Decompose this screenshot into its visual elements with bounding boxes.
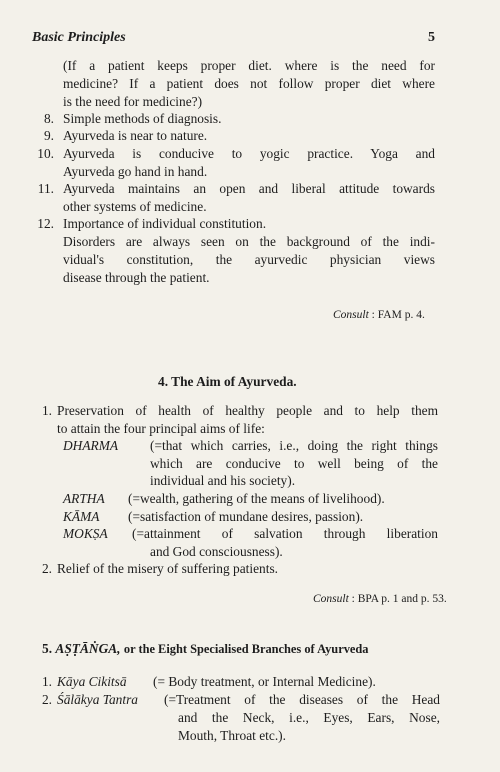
term-kama: KĀMA — [63, 509, 100, 524]
section-heading — [42, 641, 368, 657]
branch-term: Śālākya Tantra — [57, 692, 138, 707]
term-moksa: MOKṢA — [63, 526, 108, 541]
consult-reference — [313, 593, 447, 605]
page-number: 5 — [428, 30, 435, 45]
consult-ref: : BPA p. 1 and p. 53. — [351, 593, 447, 605]
heading-rest: or the Eight Specialised Branches of Ayurveda — [123, 642, 369, 656]
definition-line: which are conducive to well being of the — [150, 456, 438, 471]
continuation-line: is the need for medicine?) — [63, 94, 203, 109]
list-item: Disorders are always seen on the background of the indi- — [63, 234, 435, 249]
definition-line: individual and his society). — [150, 473, 296, 488]
heading-number: 5. — [42, 641, 53, 656]
consult-label: Consult — [333, 309, 369, 321]
list-number: 11. — [37, 181, 54, 196]
list-item: Ayurveda is conducive to yogic practice. Yoga and — [63, 146, 435, 161]
list-number: 2. — [41, 561, 52, 576]
list-item: Ayurveda maintains an open and liberal attitude towards — [63, 181, 435, 196]
definition-line: (=that which carries, i.e., doing the right things — [150, 438, 438, 453]
list-item: Ayurveda is near to nature. — [63, 128, 208, 143]
definition-line: (=Treatment of the diseases of the Head — [164, 692, 440, 707]
list-number: 9. — [43, 128, 54, 143]
list-item: Ayurveda go hand in hand. — [63, 164, 208, 179]
definition-line: Mouth, Throat etc.). — [178, 728, 286, 743]
definition-line: (=satisfaction of mundane desires, passion). — [128, 509, 364, 524]
definition-line: (= Body treatment, or Internal Medicine). — [153, 674, 376, 689]
list-item: disease through the patient. — [63, 270, 210, 285]
consult-ref: : FAM p. 4. — [371, 309, 425, 321]
continuation-line: medicine? If a patient does not follow proper diet where — [63, 76, 435, 91]
list-number: 10. — [37, 146, 54, 161]
list-number: 2. — [41, 692, 52, 707]
list-number: 1. — [41, 674, 52, 689]
consult-reference — [333, 309, 425, 321]
list-item: Preservation of health of healthy people and to help them — [57, 403, 438, 418]
list-item: vidual's constitution, the ayurvedic physician views — [63, 252, 435, 267]
list-item: Importance of individual constitution. — [63, 216, 267, 231]
definition-line: and the Neck, i.e., Eyes, Ears, Nose, — [178, 710, 440, 725]
term-dharma: DHARMA — [63, 438, 119, 453]
list-number: 12. — [37, 216, 54, 231]
definition-line: and God consciousness). — [150, 544, 283, 559]
consult-label: Consult — [313, 593, 349, 605]
list-item: Simple methods of diagnosis. — [63, 111, 222, 126]
list-number: 8. — [43, 111, 54, 126]
list-item: other systems of medicine. — [63, 199, 207, 214]
heading-term: AṢṬĀṄGA, — [55, 641, 121, 656]
definition-line: (=wealth, gathering of the means of livelihood). — [128, 491, 385, 506]
section-heading: 4. The Aim of Ayurveda. — [158, 374, 297, 389]
list-number: 1. — [41, 403, 52, 418]
continuation-line: (If a patient keeps proper diet. where is the need for — [63, 58, 435, 73]
running-header-title: Basic Principles — [32, 30, 126, 45]
term-artha: ARTHA — [63, 491, 105, 506]
definition-line: (=attainment of salvation through liberation — [132, 526, 438, 541]
branch-term: Kāya Cikitsā — [57, 674, 127, 689]
list-item: to attain the four principal aims of life: — [57, 421, 265, 436]
list-item: Relief of the misery of suffering patients. — [57, 561, 279, 576]
